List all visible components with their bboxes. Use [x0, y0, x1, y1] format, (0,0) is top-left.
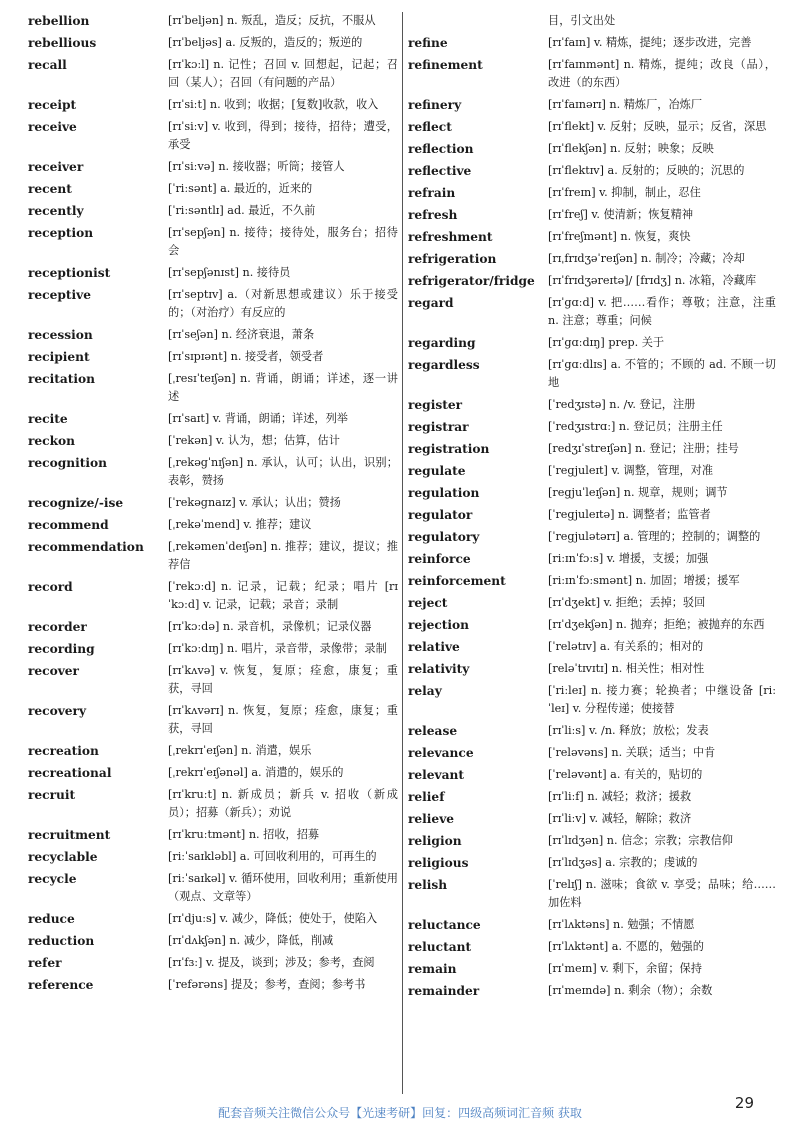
dictionary-entry	[28, 702, 398, 738]
dictionary-entry	[408, 876, 776, 912]
headword: refreshment	[408, 230, 493, 244]
headword: recommendation	[28, 540, 144, 554]
definition: [rɪˈbeljən] n. 叛乱，造反；反抗，不服从	[168, 14, 376, 27]
dictionary-entry	[408, 228, 776, 246]
headword: registrar	[408, 420, 469, 434]
definition: [rɪˈdʒekʃən] n. 抛弃；拒绝；被抛弃的东西	[548, 618, 765, 631]
dictionary-entry	[28, 932, 398, 950]
definition: [rɪˈsiːvə] n. 接收器；听筒；接管人	[168, 160, 345, 173]
headword: recover	[28, 664, 79, 678]
dictionary-entry	[408, 594, 776, 612]
headword: refinery	[408, 98, 462, 112]
definition: [ˌrekəˈmend] v. 推荐；建议	[168, 518, 312, 531]
definition: [ˌrekrɪˈeɪʃənəl] a. 消遣的，娱乐的	[168, 766, 344, 779]
dictionary-entry	[28, 494, 398, 512]
definition: [rɪˈfɜː] v. 提及，谈到；涉及；参考，查阅	[168, 956, 375, 969]
headword: reject	[408, 596, 448, 610]
definition: [ˈrelətɪv] a. 有关系的；相对的	[548, 640, 704, 653]
dictionary-entry	[408, 722, 776, 740]
definition: [rɪˈfaɪnərɪ] n. 精炼厂，冶炼厂	[548, 98, 703, 111]
dictionary-entry	[28, 786, 398, 822]
dictionary-entry	[408, 854, 776, 872]
headword: receipt	[28, 98, 77, 112]
dictionary-entry	[408, 184, 776, 202]
definition: [rɪˈkruːtmənt] n. 招收，招募	[168, 828, 320, 841]
dictionary-entry	[28, 954, 398, 972]
dictionary-entry	[408, 506, 776, 524]
dictionary-entry	[408, 250, 776, 268]
dictionary-entry	[408, 484, 776, 502]
definition: [ˈrelɪʃ] n. 滋味；食欲 v. 享受；品味；给……加佐料	[548, 878, 776, 909]
headword: refrigeration	[408, 252, 497, 266]
headword: refrain	[408, 186, 456, 200]
dictionary-entry	[408, 960, 776, 978]
headword: reference	[28, 978, 94, 992]
headword: recreational	[28, 766, 112, 780]
definition: [rɪˈflektɪv] a. 反射的；反映的；沉思的	[548, 164, 745, 177]
definition: [rɪˈsepʃənɪst] n. 接待员	[168, 266, 291, 279]
definition: [rɪˈlɪdʒən] n. 信念；宗教；宗教信仰	[548, 834, 733, 847]
dictionary-entry	[408, 140, 776, 158]
definition: [rɪˈlɪdʒəs] a. 宗教的；虔诚的	[548, 856, 698, 869]
definition: [rɪˈmeɪn] v. 剩下，余留；保持	[548, 962, 702, 975]
definition: [rɪˈliːf] n. 减轻；救济；援救	[548, 790, 692, 803]
headword: refinement	[408, 58, 483, 72]
headword: receive	[28, 120, 77, 134]
headword: relieve	[408, 812, 455, 826]
definition: [redʒɪˈstreɪʃən] n. 登记；注册；挂号	[548, 442, 739, 455]
dictionary-entry	[408, 56, 776, 92]
definition: [ˈriːleɪ] n. 接力赛；轮换者；中继设备 [riːˈleɪ] v. 分程传递；使接替	[548, 684, 776, 715]
dictionary-entry	[28, 826, 398, 844]
dictionary-entry	[408, 356, 776, 392]
headword: receiver	[28, 160, 84, 174]
headword: religion	[408, 834, 462, 848]
definition: [rɪˈsiːv] v. 收到，得到；接待，招待；遭受，承受	[168, 120, 398, 151]
dictionary-entry	[408, 766, 776, 784]
headword: recall	[28, 58, 67, 72]
definition: [rɪˈsɪpɪənt] n. 接受者，领受者	[168, 350, 324, 363]
definition: [rɪˈfaɪnmənt] n. 精炼，提纯；改良（品），改进（的东西）	[548, 58, 776, 89]
headword: recovery	[28, 704, 87, 718]
headword: recently	[28, 204, 84, 218]
headword: reduction	[28, 934, 95, 948]
definition: [ˌrekəmenˈdeɪʃən] n. 推荐；建议，提议；推荐信	[168, 540, 398, 571]
headword: relevant	[408, 768, 465, 782]
definition: [ˌresɪˈteɪʃən] n. 背诵，朗诵；详述，逐一讲述	[168, 372, 398, 403]
definition: [ˈregjuleɪt] v. 调整，管理，对准	[548, 464, 714, 477]
dictionary-entry	[28, 662, 398, 698]
definition: [ˈredʒɪstrɑː] n. 登记员；注册主任	[548, 420, 723, 433]
headword: recruitment	[28, 828, 111, 842]
headword: reinforce	[408, 552, 471, 566]
definition: [rɪˈfreʃmənt] n. 恢复，爽快	[548, 230, 691, 243]
definition: [rɪˈkʌvə] v. 恢复，复原；痊愈，康复；重获，寻回	[168, 664, 398, 695]
dictionary-entry	[408, 916, 776, 934]
headword: refer	[28, 956, 62, 970]
headword: reinforcement	[408, 574, 506, 588]
headword: release	[408, 724, 458, 738]
definition: [rɪˈseptɪv] a.（对新思想或建议）乐于接受的；（对治疗）有反应的	[168, 288, 398, 319]
dictionary-entry	[28, 976, 398, 994]
definition: [rɪˈliːs] v. /n. 释放；放松；发表	[548, 724, 709, 737]
dictionary-entry	[28, 742, 398, 760]
definition: [rɪˈbeljəs] a. 反叛的，造反的；叛逆的	[168, 36, 363, 49]
dictionary-entry	[28, 158, 398, 176]
headword: reflection	[408, 142, 474, 156]
headword: relief	[408, 790, 445, 804]
definition: [ˈregjulətərɪ] a. 管理的；控制的；调整的	[548, 530, 761, 543]
definition: [rɪˈmeɪndə] n. 剩余（物）；余数	[548, 984, 713, 997]
definition: [rɪˈseʃən] n. 经济衰退，萧条	[168, 328, 315, 341]
definition: [rɪˈkɔːdə] n. 录音机，录像机；记录仪器	[168, 620, 372, 633]
headword: refresh	[408, 208, 458, 222]
headword: recognition	[28, 456, 107, 470]
dictionary-entry	[28, 264, 398, 282]
left-column	[28, 12, 398, 998]
definition: [ˈreləvəns] n. 关联；适当；中肯	[548, 746, 716, 759]
headword: reflect	[408, 120, 452, 134]
definition: [rɪˈfrɪdʒəreɪtə]/ [frɪdʒ] n. 冰箱，冷藏库	[548, 274, 757, 287]
dictionary-entry	[28, 640, 398, 658]
headword: reluctant	[408, 940, 472, 954]
dictionary-entry	[28, 432, 398, 450]
dictionary-entry	[28, 848, 398, 866]
headword: refrigerator/fridge	[408, 274, 535, 288]
headword: registration	[408, 442, 490, 456]
footer-note: 配套音频关注微信公众号【光速考研】回复：四级高频词汇音频 获取	[218, 1106, 582, 1120]
dictionary-entry	[408, 572, 776, 590]
dictionary-entry	[28, 516, 398, 534]
definition: [ˈregjuleɪtə] n. 调整者；监管者	[548, 508, 711, 521]
definition: [ˈrekəgnaɪz] v. 承认；认出；赞扬	[168, 496, 341, 509]
definition: [ˈriːsəntlɪ] ad. 最近，不久前	[168, 204, 316, 217]
definition: [rɪˈsepʃən] n. 接待；接待处，服务台；招待会	[168, 226, 398, 257]
dictionary-entry	[408, 660, 776, 678]
headword: regard	[408, 296, 454, 310]
headword: recreation	[28, 744, 99, 758]
dictionary-entry	[408, 462, 776, 480]
headword: recyclable	[28, 850, 98, 864]
dictionary-entry	[28, 870, 398, 906]
definition: [rɪˈdjuːs] v. 减少，降低；使处于，使陷入	[168, 912, 378, 925]
headword: recommend	[28, 518, 109, 532]
dictionary-entry	[408, 440, 776, 458]
headword: reflective	[408, 164, 472, 178]
definition: [rɪˈgɑːd] v. 把……看作；尊敬；注意，注重 n. 注意；尊重；问候	[548, 296, 776, 327]
definition: [ˌrekəgˈnɪʃən] n. 承认，认可；认出，识别；表彰，赞扬	[168, 456, 398, 487]
dictionary-entry	[408, 396, 776, 414]
headword: rebellious	[28, 36, 97, 50]
dictionary-entry	[28, 910, 398, 928]
definition: [ˈreləvənt] a. 有关的，贴切的	[548, 768, 703, 781]
definition: [rɪˈgɑːdlɪs] a. 不管的；不顾的 ad. 不顾一切地	[548, 358, 776, 389]
headword: recycle	[28, 872, 77, 886]
dictionary-entry	[28, 202, 398, 220]
dictionary-entry	[28, 348, 398, 366]
headword: receptionist	[28, 266, 111, 280]
headword: recording	[28, 642, 95, 656]
dictionary-entry	[408, 638, 776, 656]
headword: recite	[28, 412, 68, 426]
dictionary-entry	[28, 118, 398, 154]
dictionary-entry	[408, 982, 776, 1000]
dictionary-entry	[28, 286, 398, 322]
right-column	[408, 12, 776, 1004]
dictionary-entry	[28, 224, 398, 260]
headword: receptive	[28, 288, 91, 302]
definition: [riːˈsaɪkəl] v. 循环使用，回收利用；重新使用（观点、文章等）	[168, 872, 398, 903]
definition: [rɪˈdʌkʃən] n. 减少，降低，削减	[168, 934, 334, 947]
definition: [ˈrekən] v. 认为，想；估算，估计	[168, 434, 340, 447]
definition: [ˈrekɔːd] n. 记录，记载；纪录；唱片 [rɪˈkɔːd] v. 记录，记载；录音；录制	[168, 580, 398, 611]
definition: [riːɪnˈfɔːsmənt] n. 加固；增援；援军	[548, 574, 740, 587]
dictionary-entry	[408, 206, 776, 224]
headword: rebellion	[28, 14, 90, 28]
headword: relevance	[408, 746, 474, 760]
definition: [rɪˈkɔːdɪŋ] n. 唱片，录音带，录像带；录制	[168, 642, 387, 655]
headword: reckon	[28, 434, 76, 448]
dictionary-entry	[28, 326, 398, 344]
definition: [rɪˈkruːt] n. 新成员；新兵 v. 招收（新成员）；招募（新兵）；劝说	[168, 788, 398, 819]
headword: relish	[408, 878, 448, 892]
definition: [rɪˈkʌvərɪ] n. 恢复，复原；痊愈，康复；重获，寻回	[168, 704, 398, 735]
headword: regulation	[408, 486, 480, 500]
dictionary-entry	[408, 162, 776, 180]
headword: remainder	[408, 984, 480, 998]
definition: [ˈriːsənt] a. 最近的，近来的	[168, 182, 313, 195]
headword: relay	[408, 684, 442, 698]
headword: recruit	[28, 788, 76, 802]
definition: [ˈredʒɪstə] n. /v. 登记，注册	[548, 398, 696, 411]
definition: [reləˈtɪvɪtɪ] n. 相关性；相对性	[548, 662, 705, 675]
dictionary-entry	[408, 550, 776, 568]
definition: [rɪˈsiːt] n. 收到；收据；[复数]收款，收入	[168, 98, 379, 111]
definition: [rɪˈdʒekt] v. 拒绝；丢掉；驳回	[548, 596, 706, 609]
dictionary-entry	[408, 294, 776, 330]
column-divider	[402, 12, 403, 1094]
continued-definition: 目，引文出处	[548, 14, 616, 27]
headword: record	[28, 580, 73, 594]
dictionary-entry	[408, 616, 776, 634]
dictionary-entry	[408, 528, 776, 546]
headword: recitation	[28, 372, 96, 386]
headword: reception	[28, 226, 94, 240]
dictionary-entry	[28, 538, 398, 574]
headword: reluctance	[408, 918, 481, 932]
headword: regarding	[408, 336, 476, 350]
dictionary-entry	[28, 454, 398, 490]
dictionary-entry	[408, 272, 776, 290]
dictionary-entry	[28, 410, 398, 428]
definition: [regjuˈleɪʃən] n. 规章，规则；调节	[548, 486, 728, 499]
dictionary-entry	[408, 832, 776, 850]
headword: regulatory	[408, 530, 480, 544]
headword: recent	[28, 182, 72, 196]
definition: [rɪˈsaɪt] v. 背诵，朗诵；详述，列举	[168, 412, 348, 425]
dictionary-entry	[408, 744, 776, 762]
dictionary-entry	[28, 96, 398, 114]
definition: [rɪˈlʌktəns] n. 勉强；不情愿	[548, 918, 695, 931]
definition: [rɪˈliːv] v. 减轻，解除；救济	[548, 812, 692, 825]
dictionary-entry	[28, 34, 398, 52]
dictionary-entry	[408, 810, 776, 828]
headword: recorder	[28, 620, 87, 634]
definition: [riːɪnˈfɔːs] v. 增援，支援；加强	[548, 552, 709, 565]
headword: relative	[408, 640, 460, 654]
dictionary-entry	[28, 12, 398, 30]
dictionary-entry	[408, 682, 776, 718]
headword: recipient	[28, 350, 90, 364]
definition: [ˌrekrɪˈeɪʃən] n. 消遣，娱乐	[168, 744, 312, 757]
definition: [rɪˈflekʃən] n. 反射；映象；反映	[548, 142, 714, 155]
definition: [rɪˌfrɪdʒəˈreɪʃən] n. 制冷；冷藏；冷却	[548, 252, 745, 265]
dictionary-entry	[28, 370, 398, 406]
dictionary-entry	[28, 764, 398, 782]
definition: [rɪˈfreʃ] v. 使清新；恢复精神	[548, 208, 694, 221]
definition: [rɪˈflekt] v. 反射；反映，显示；反省，深思	[548, 120, 767, 133]
headword: register	[408, 398, 462, 412]
definition: [rɪˈkɔːl] n. 记性；召回 v. 回想起，记起；召回（某人）；召回（有问题的产品）	[168, 58, 398, 89]
headword: refine	[408, 36, 448, 50]
dictionary-entry	[408, 418, 776, 436]
definition: [ˈrefərəns] 提及；参考，查阅；参考书	[168, 978, 366, 991]
headword: regardless	[408, 358, 480, 372]
definition: [rɪˈfreɪn] v. 抑制，制止，忍住	[548, 186, 701, 199]
dictionary-entry	[28, 578, 398, 614]
headword: recession	[28, 328, 93, 342]
page-number: 29	[734, 1094, 754, 1112]
definition: [rɪˈfaɪn] v. 精炼，提纯；逐步改进，完善	[548, 36, 752, 49]
headword: remain	[408, 962, 457, 976]
dictionary-entry	[408, 118, 776, 136]
headword: regulator	[408, 508, 473, 522]
definition: [rɪˈlʌktənt] a. 不愿的，勉强的	[548, 940, 704, 953]
dictionary-entry	[408, 34, 776, 52]
headword: recognize/-ise	[28, 496, 124, 510]
headword: regulate	[408, 464, 466, 478]
dictionary-entry	[28, 56, 398, 92]
headword: religious	[408, 856, 469, 870]
headword: relativity	[408, 662, 470, 676]
dictionary-entry	[28, 618, 398, 636]
dictionary-entry	[408, 96, 776, 114]
dictionary-entry	[408, 788, 776, 806]
dictionary-entry	[408, 334, 776, 352]
headword: reduce	[28, 912, 75, 926]
definition: [riːˈsaɪkləbl] a. 可回收利用的，可再生的	[168, 850, 377, 863]
headword: rejection	[408, 618, 470, 632]
definition: [rɪˈgɑːdɪŋ] prep. 关于	[548, 336, 665, 349]
dictionary-entry	[408, 938, 776, 956]
dictionary-entry	[28, 180, 398, 198]
